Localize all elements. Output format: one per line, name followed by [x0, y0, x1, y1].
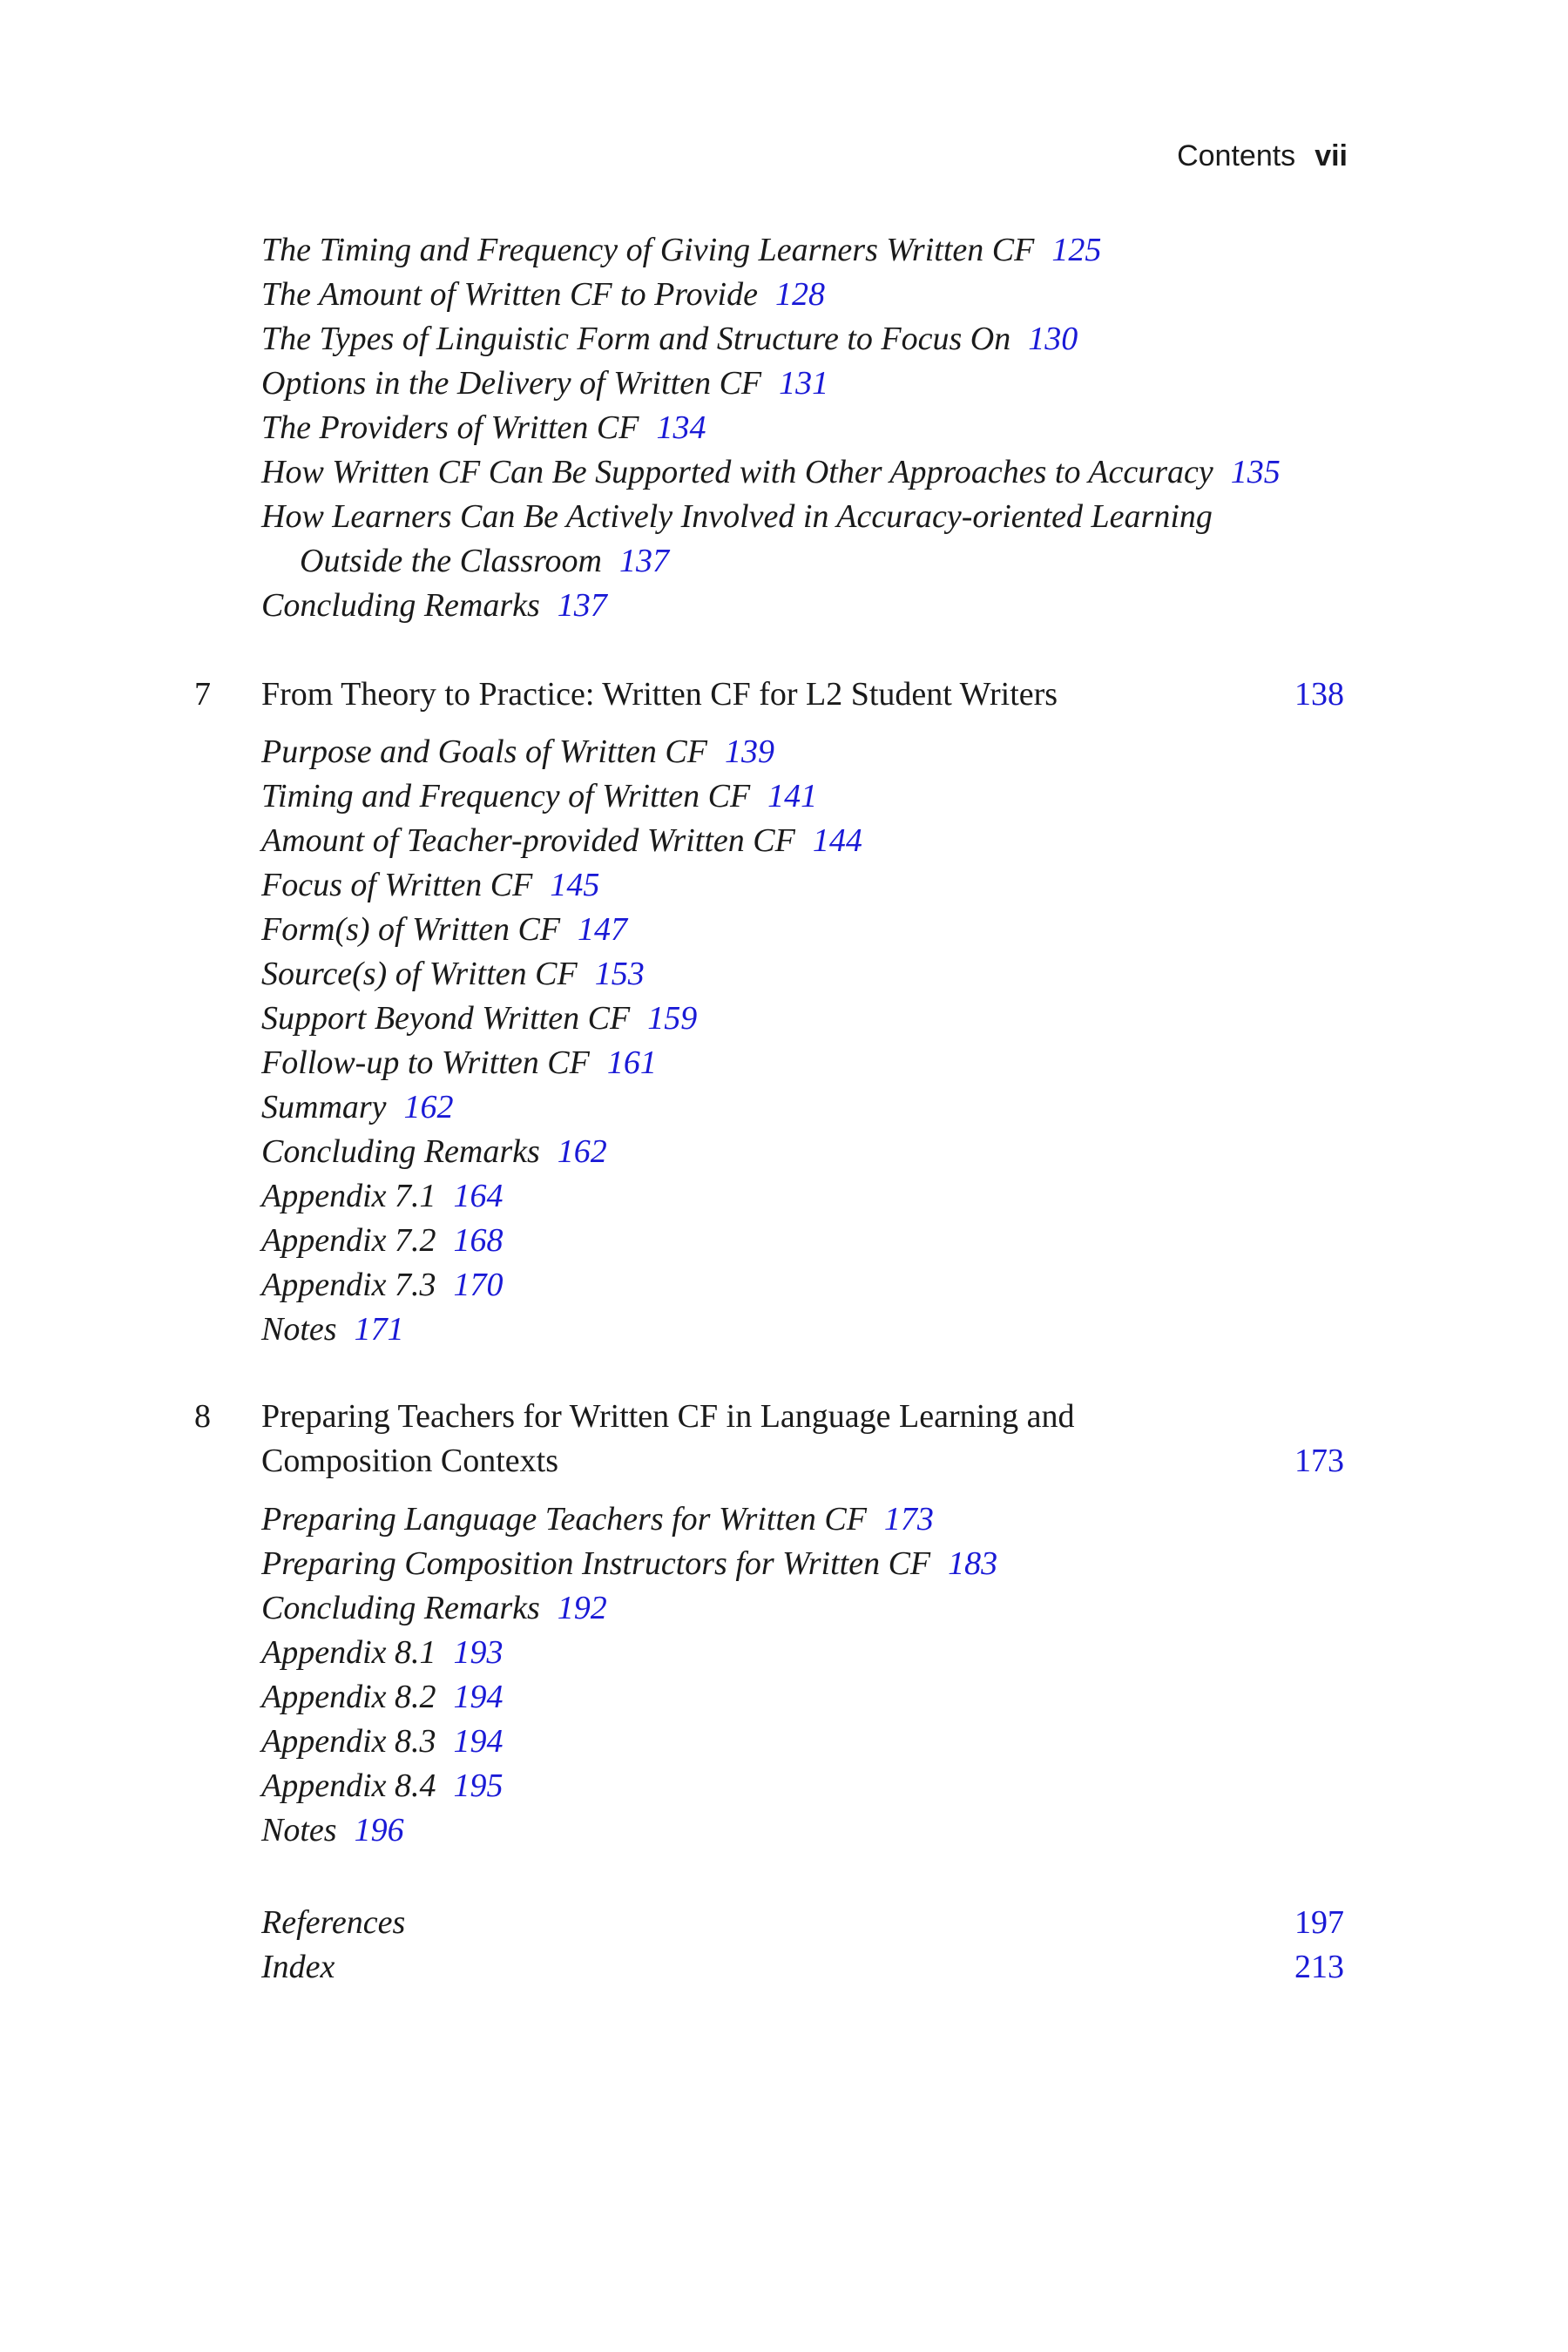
- toc-entry[interactable]: [261, 584, 1346, 628]
- toc-entry-page[interactable]: 137: [618, 543, 669, 579]
- toc-entry[interactable]: [261, 1308, 1346, 1352]
- toc-entry-title: Appendix 7.1: [261, 1178, 436, 1214]
- toc-entry[interactable]: [261, 1497, 1346, 1542]
- toc-entry[interactable]: [261, 774, 1346, 819]
- toc-entry[interactable]: [261, 1675, 1346, 1720]
- toc-entry-title: The Timing and Frequency of Giving Learners Written CF: [261, 232, 1035, 268]
- back-matter-page[interactable]: 213: [1294, 1949, 1344, 1985]
- toc-entry-page[interactable]: 192: [557, 1590, 607, 1626]
- toc-entry-title: Summary: [261, 1089, 387, 1125]
- toc-entry[interactable]: [261, 819, 1346, 863]
- toc-entry-title: Support Beyond Written CF: [261, 1000, 631, 1037]
- toc-entry-title: Amount of Teacher-provided Written CF: [261, 822, 795, 859]
- toc-entry-page[interactable]: 141: [767, 778, 818, 814]
- toc-entry-page[interactable]: 194: [453, 1723, 504, 1760]
- toc-entry[interactable]: [261, 863, 1346, 908]
- toc-entry-page[interactable]: 162: [403, 1089, 454, 1125]
- toc-entry-page[interactable]: 168: [453, 1222, 504, 1259]
- toc-entry-title: Concluding Remarks: [261, 587, 540, 624]
- toc-entry[interactable]: [261, 1542, 1346, 1586]
- chapter-number: 8: [194, 1398, 211, 1435]
- toc-entry[interactable]: [261, 228, 1346, 273]
- toc-entry-page[interactable]: 196: [354, 1812, 404, 1848]
- toc-entry-page[interactable]: 144: [812, 822, 862, 859]
- toc-entry[interactable]: [261, 952, 1346, 997]
- toc-entry-page[interactable]: 145: [550, 867, 600, 903]
- back-matter-title: References: [261, 1904, 406, 1941]
- toc-entry-page[interactable]: 171: [354, 1311, 404, 1348]
- toc-entry-page[interactable]: 159: [647, 1000, 698, 1037]
- toc-entry-title: Notes: [261, 1812, 337, 1848]
- toc-entry[interactable]: [261, 1041, 1346, 1085]
- toc-entry-title: Notes: [261, 1311, 337, 1348]
- toc-entry[interactable]: [261, 1586, 1346, 1631]
- toc-entry-title: The Amount of Written CF to Provide: [261, 276, 758, 313]
- toc-entry-page[interactable]: 193: [453, 1634, 504, 1671]
- back-matter-title: Index: [261, 1949, 335, 1985]
- toc-entry[interactable]: [261, 317, 1346, 362]
- running-header-title: Contents: [1177, 139, 1296, 172]
- toc-entry-title: Preparing Composition Instructors for Written CF: [261, 1545, 931, 1582]
- toc-entry-title: Appendix 8.2: [261, 1679, 436, 1715]
- toc-entry[interactable]: [261, 450, 1346, 495]
- toc-entry[interactable]: [261, 908, 1346, 952]
- toc-entry-page[interactable]: 161: [606, 1044, 657, 1081]
- chapter-page[interactable]: 138: [1294, 676, 1344, 713]
- toc-entry[interactable]: [261, 1631, 1346, 1675]
- toc-entry[interactable]: [261, 730, 1346, 774]
- toc-entry-page[interactable]: 147: [578, 911, 628, 948]
- toc-entry-page[interactable]: 130: [1028, 321, 1078, 357]
- toc-entry-title: Focus of Written CF: [261, 867, 533, 903]
- toc-entry-title: Follow-up to Written CF: [261, 1044, 590, 1081]
- toc-entry-page[interactable]: 183: [948, 1545, 998, 1582]
- toc-entry-page[interactable]: 170: [453, 1267, 504, 1303]
- toc-entry[interactable]: [261, 1720, 1346, 1764]
- toc-entry[interactable]: [261, 273, 1346, 317]
- chapter-title: From Theory to Practice: Written CF for L2 Student Writers: [261, 676, 1058, 713]
- continued-section-list: [261, 228, 1346, 628]
- page-folio: vii: [1315, 139, 1348, 172]
- toc-entry-title: Appendix 8.1: [261, 1634, 436, 1671]
- toc-entry-page[interactable]: 195: [453, 1767, 504, 1804]
- chapter-7-sections: [261, 730, 1346, 1352]
- chapter-page[interactable]: 173: [1294, 1443, 1344, 1479]
- toc-entry[interactable]: [261, 997, 1346, 1041]
- toc-entry-page[interactable]: 134: [656, 409, 706, 446]
- toc-entry-page[interactable]: 153: [594, 956, 645, 992]
- toc-entry[interactable]: [261, 406, 1346, 450]
- toc-entry-title: How Learners Can Be Actively Involved in Accuracy-oriented Learning: [261, 498, 1213, 535]
- chapter-title: Preparing Teachers for Written CF in Language Learning and: [261, 1398, 1075, 1435]
- toc-entry-page[interactable]: 139: [724, 733, 774, 770]
- toc-entry[interactable]: [261, 1808, 1346, 1853]
- toc-entry-page[interactable]: 135: [1230, 454, 1281, 490]
- toc-entry-title: Appendix 7.2: [261, 1222, 436, 1259]
- toc-entry-title: Appendix 7.3: [261, 1267, 436, 1303]
- toc-entry-page[interactable]: 173: [883, 1501, 934, 1538]
- toc-entry-title: Timing and Frequency of Written CF: [261, 778, 751, 814]
- toc-entry-title: Form(s) of Written CF: [261, 911, 561, 948]
- toc-entry[interactable]: [261, 1764, 1346, 1808]
- toc-entry-page[interactable]: 137: [557, 587, 607, 624]
- toc-entry-title: Options in the Delivery of Written CF: [261, 365, 762, 402]
- toc-entry-title: Concluding Remarks: [261, 1133, 540, 1170]
- toc-entry[interactable]: [261, 1085, 1346, 1130]
- toc-entry[interactable]: [261, 1219, 1346, 1263]
- toc-entry[interactable]: [261, 1263, 1346, 1308]
- toc-entry[interactable]: [261, 1130, 1346, 1174]
- toc-entry-title: Source(s) of Written CF: [261, 956, 578, 992]
- chapter-title-continued: Composition Contexts: [261, 1443, 558, 1479]
- toc-entry-page[interactable]: 131: [779, 365, 829, 402]
- toc-entry-page[interactable]: 128: [774, 276, 825, 313]
- toc-entry[interactable]: [261, 362, 1346, 406]
- chapter-8-sections: [261, 1497, 1346, 1853]
- toc-entry-title: Preparing Language Teachers for Written CF: [261, 1501, 867, 1538]
- toc-entry-line2[interactable]: [261, 539, 1346, 584]
- toc-entry-title: The Types of Linguistic Form and Structure to Focus On: [261, 321, 1011, 357]
- toc-entry-page[interactable]: 162: [557, 1133, 607, 1170]
- toc-entry-page[interactable]: 164: [453, 1178, 504, 1214]
- running-header: [1177, 139, 1348, 173]
- toc-entry[interactable]: [261, 1174, 1346, 1219]
- toc-entry-title: Concluding Remarks: [261, 1590, 540, 1626]
- toc-entry-title: Purpose and Goals of Written CF: [261, 733, 707, 770]
- toc-entry-title: Appendix 8.3: [261, 1723, 436, 1760]
- toc-entry-line1[interactable]: [261, 495, 1346, 539]
- toc-entry-page[interactable]: 125: [1051, 232, 1102, 268]
- toc-entry-title: Appendix 8.4: [261, 1767, 436, 1804]
- toc-entry-title: The Providers of Written CF: [261, 409, 639, 446]
- toc-entry-title-continued: Outside the Classroom: [300, 543, 602, 579]
- toc-entry-title: How Written CF Can Be Supported with Other Approaches to Accuracy: [261, 454, 1213, 490]
- back-matter-page[interactable]: 197: [1294, 1904, 1344, 1941]
- toc-entry-page[interactable]: 194: [453, 1679, 504, 1715]
- chapter-number: 7: [194, 676, 211, 713]
